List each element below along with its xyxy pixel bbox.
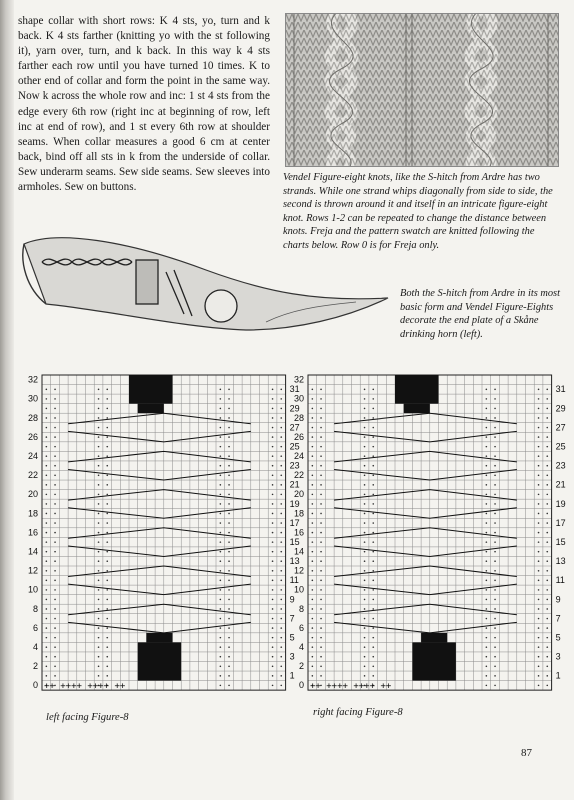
row-number-label: 4 [298,642,304,653]
row-number-label: 30 [293,393,304,404]
row-number-label: 26 [293,431,304,442]
row-number-label: 19 [289,498,300,509]
row-number-label: 32 [27,374,38,385]
row-number-label: 30 [27,393,38,404]
right-cable-lines [334,413,517,633]
row-number-label: 29 [555,403,566,414]
row-number-label: 12 [293,565,304,576]
row-number-label: 28 [27,412,38,423]
row-number-label: 11 [555,575,565,586]
row-number-label: 2 [32,661,38,672]
swatch-illustration [286,14,558,166]
row-number-label: 3 [289,651,295,662]
row-number-label: 9 [555,594,561,605]
row-number-label: 10 [27,584,38,595]
swatch-caption: Vendel Figure-eight knots, like the S-hitch from Ardre has two strands. While one strand whips diagonally from side to side, the second is thrown around it and itself in an intricate figure-eight knot. Rows 1-2 can be repeated to change the distance between knots. Freja and the pattern swatch are knitted following the charts below. Row 0 is for Freja only. [283,172,553,251]
left-cable-lines [68,413,251,633]
left-top-neck [138,404,164,414]
row-number-label: 32 [293,374,304,385]
row-number-label: 5 [555,632,561,643]
right-bottom-neck [421,633,447,643]
row-number-label: 22 [293,470,304,481]
row-number-label: 19 [555,498,566,509]
row-number-label: 16 [293,527,304,538]
row-number-label: 9 [289,594,295,605]
right-chart-caption: right facing Figure-8 [313,707,403,718]
row-number-label: 31 [289,384,300,395]
row-number-label: 10 [293,584,304,595]
row-number-label: 1 [289,670,295,681]
row-number-label: 12 [27,565,38,576]
row-number-label: 23 [555,460,566,471]
right-bottom-block [412,642,456,680]
left-bottom-neck [146,633,172,643]
row-number-label: 14 [27,546,38,557]
row-number-label: 17 [289,517,300,528]
row-number-label: 5 [289,632,295,643]
page-number: 87 [521,747,532,759]
right-top-block [395,375,439,404]
left-chart-caption: left facing Figure-8 [46,712,129,723]
row-number-label: 13 [555,556,566,567]
row-number-label: 0 [32,680,38,691]
right-chart-grid [294,375,566,692]
row-number-label: 0 [298,680,304,691]
drinking-horn-drawing [16,222,396,362]
right-top-neck [404,404,430,414]
row-number-label: 15 [289,536,300,547]
row-number-label: 29 [289,403,300,414]
row-number-label: 16 [27,527,38,538]
row-number-label: 8 [32,603,38,614]
row-number-label: 18 [27,508,38,519]
row-number-label: 7 [289,613,295,624]
row-number-label: 23 [289,460,300,471]
right-row0-marks: ++ ++++ ++++ ++ [310,681,392,692]
row-number-label: 17 [555,517,566,528]
row-number-label: 26 [27,431,38,442]
row-number-label: 6 [298,622,304,633]
row-number-label: 13 [289,556,300,567]
row-number-label: 18 [293,508,304,519]
row-number-label: 25 [289,441,300,452]
row-number-label: 28 [293,412,304,423]
row-number-label: 7 [555,613,561,624]
knitting-charts [0,362,574,712]
row-number-label: 2 [298,661,304,672]
row-number-label: 20 [293,489,304,500]
row-number-label: 14 [293,546,304,557]
row-number-label: 3 [555,651,561,662]
row-number-label: 21 [289,479,300,490]
row-number-label: 6 [32,622,38,633]
instructions-text: shape collar with short rows: K 4 sts, yo, turn and k back. K 4 sts farther (knitting yo with the st following it), yarn over, turn, and k back. In this way k 4 sts farther each row until you have turned 10 times. K to other end of collar and form the point in the same way. Now k across the whole row and inc: 1 st 4 sts from the edge every 6th row (right inc at beginning of row, left inc at end of row), and 1 st every 6th row at shoulder seams. When collar measures a good 6 cm at center back, bind off all sts in k from the underside of collar. Sew underarm seams. Sew side seams. Sew sleeves into armholes. Sew on buttons. [18,15,270,194]
row-number-label: 21 [555,479,566,490]
row-number-label: 11 [289,575,299,586]
row-number-label: 22 [27,470,38,481]
left-row0-marks: ++ ++++ ++++ ++ [44,681,126,692]
left-top-block [129,375,173,404]
row-number-label: 27 [289,422,300,433]
row-number-label: 20 [27,489,38,500]
left-chart-grid [28,375,300,692]
row-number-label: 8 [298,603,304,614]
left-bottom-block [138,642,182,680]
row-number-label: 25 [555,441,566,452]
row-number-label: 31 [555,384,566,395]
row-number-label: 15 [555,536,566,547]
row-number-label: 1 [555,670,561,681]
knit-swatch-photo [285,13,559,167]
row-number-label: 27 [555,422,566,433]
row-number-label: 24 [293,451,304,462]
horn-caption: Both the S-hitch from Ardre in its most basic form and Vendel Figure-Eights decorate the end plate of a Skåne drinking horn (left). [400,288,560,340]
row-number-label: 24 [27,451,38,462]
row-number-label: 4 [32,642,38,653]
